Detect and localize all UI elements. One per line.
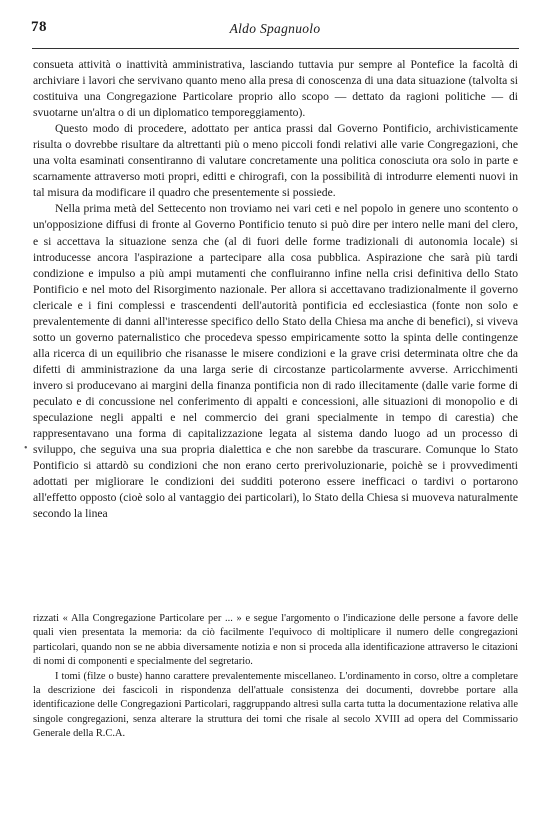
page-number: 78 <box>31 19 47 35</box>
margin-mark: • <box>24 443 28 454</box>
footnote-paragraph-1: rizzati « Alla Congregazione Particolare per ... » e segue l'argomento o l'indicazione delle persone a favore delle quali vien presentata la memoria: da ciò facilmente l'equivoco di moltiplicare il numero delle congregazioni particolari, quando non se ne abbia diversamente notizia e non si proceda alla identificazione attraverso le citazioni di nomi di componenti e specialmente del segretario. <box>33 613 518 668</box>
paragraph-2: Questo modo di procedere, adottato per antica prassi dal Governo Pontificio, archivisticamente risulta o dovrebbe risultare da altrettanti più o meno piccoli fondi relativi alle varie Congregazioni, che una volta esaminati consentiranno di valutare concretamente una politica conosciuta ora solo in parte e scarnamente attraverso moti propri, editti e chirografi, con la possibilità di introdurre elementi nuovi in tal misura da modificare il quadro che presentemente si possiede. <box>33 122 518 200</box>
paragraph-3: Nella prima metà del Settecento non troviamo nei vari ceti e nel popolo in genere uno scontento o un'opposizione diffusi di fronte al Governo Pontificio tenuto si può dire per intero nelle mani del clero, e si accettava la situazione senza che (al di fuori delle forme tradizionali di autonomia locale) si introducesse ancora l'aspirazione a partecipare alla cosa pubblica. Aspirazione che sarà più tardi condizione e impulso a più ampi mutamenti che confluiranno infine nella crisi definitiva dello Stato Pontificio e nel moto del Risorgimento nazionale. Per allora si accettavano tradizionalmente il governo clericale e i fini complessi e trascendenti dell'autorità pontificia ed ecclesiastica (fonte non solo e prevalentemente di danni all'interesse specifico dello Stato della Chiesa ma anche di benefici), si viveva sotto un governo paternalistico che procedeva spesso empiricamente sotto la spinta delle contingenze alla ricerca di un equilibrio che risanasse le misere condizioni e la grave crisi determinata oltre che da difetti di amministrazione da una larga serie di circostanze particolarmente avverse. Arricchimenti invero si producevano ai margini della finanza pontificia non di rado illecitamente (dalle varie forme di peculato e di concussione nel conferimento di appalti e concessioni, alle situazioni di monopolio e di speculazione negli appalti e nel commercio dei grani specialmente in tempo di carestia) che rappresentavano una forma di capitalizzazione legata al sistema dando luogo ad un processo di sviluppo, che seguiva una sua propria dialettica e che non sarebbe da trascurare. Comunque lo Stato Pontificio si attardò su condizioni che non erano certo prerivoluzionarie, poichè se i provvedimenti adottati per migliorare le condizioni dei sudditi poterono essere inefficaci o tardivi o portarono all'effetto opposto (cioè solo al vantaggio dei particolari), lo Stato della Chiesa si muoveva naturalmente secondo la linea <box>33 202 518 521</box>
paragraph-1: consueta attività o inattività amministrativa, lasciando tuttavia pur sempre al Pontefice la facoltà di archiviare i lavori che servivano quanto meno alla presa di conoscenza di una data situazione (talvolta si costituiva una Congregazione Particolare proprio allo scopo — dettato da ragioni politiche — di svuotarne un'altra o di un diplomatico temporeggiamento). <box>33 58 518 120</box>
main-text <box>33 57 518 522</box>
header-rule <box>32 48 519 49</box>
running-head: Aldo Spagnuolo <box>229 21 321 36</box>
footnote-paragraph-2: I tomi (filze o buste) hanno carattere prevalentemente miscellaneo. L'ordinamento in corso, oltre a completare la descrizione dei fascicoli in rispondenza dell'attuale consistenza dei documenti, dovrebbe portare alla identificazione delle Congregazioni Particolari, raggruppando altresì sulla carta tutta la documentazione relativa alle singole congregazioni, senza alterare la struttura dei tomi che risale al secolo XVIII ad opera del Commissario Generale della R.C.A. <box>33 670 518 740</box>
footnotes <box>33 612 518 742</box>
